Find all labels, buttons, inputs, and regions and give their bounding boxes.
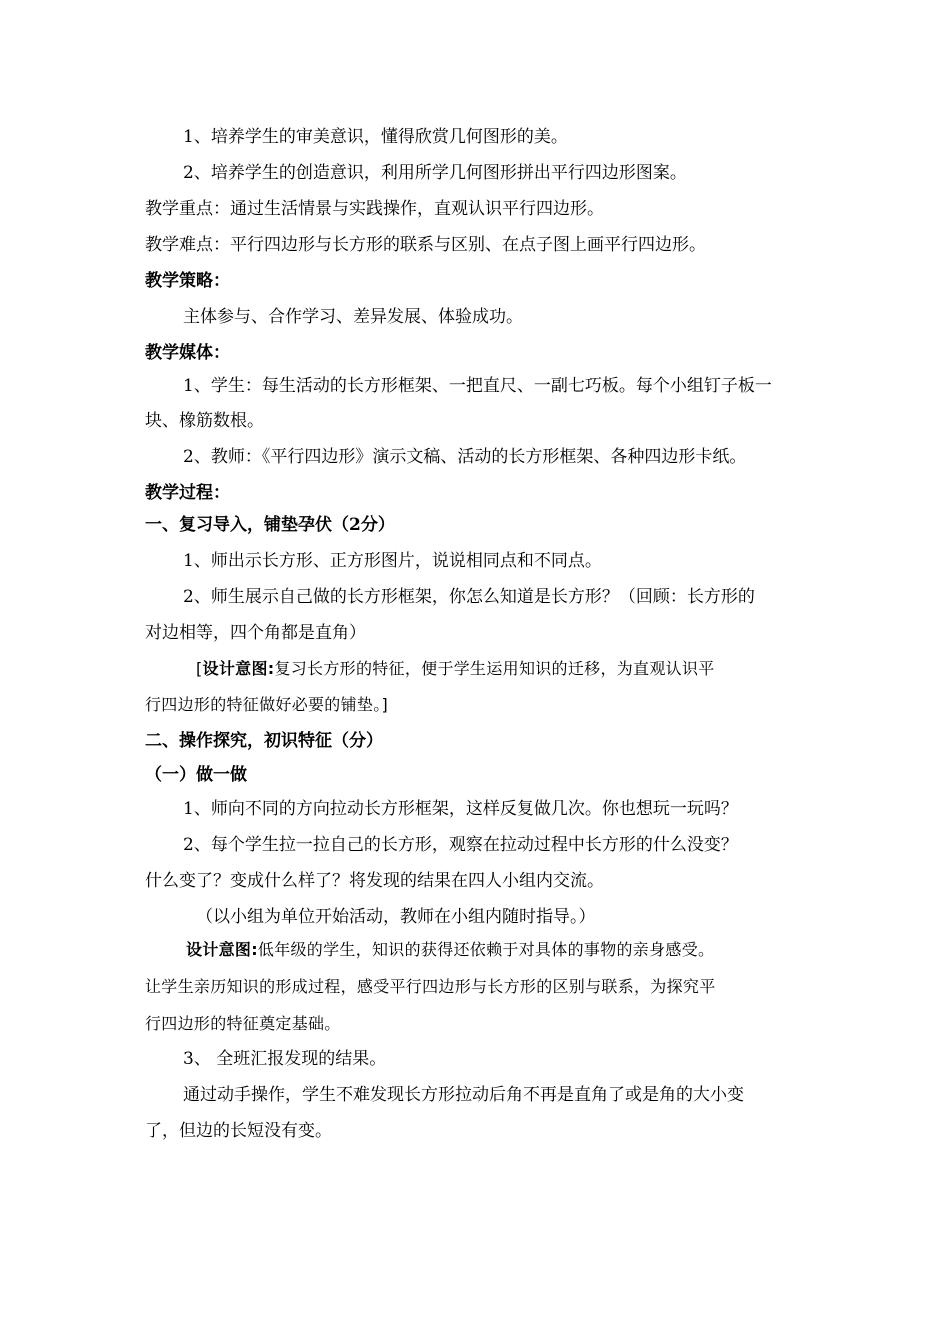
strategy-heading: 教学策略： [145, 271, 230, 291]
activity-note: （以小组为单位开始活动，教师在小组内随时指导。） [196, 907, 596, 927]
subsection-heading: （一）做一做 [145, 765, 247, 785]
objective-creative: 2、培养学生的创造意识，利用所学几何图形拼出平行四边形图案。 [183, 163, 687, 183]
media-students-line1: 1、学生：每生活动的长方形框架、一把直尺、一副七巧板。每个小组钉子板一 [183, 376, 772, 396]
teaching-difficulty: 教学难点：平行四边形与长方形的联系与区别、在点子图上画平行四边形。 [145, 235, 706, 255]
step-2-2-line2: 什么变了？变成什么样了？将发现的结果在四人小组内交流。 [145, 871, 604, 891]
step-2-3: 3、 全班汇报发现的结果。 [183, 1049, 387, 1069]
design-intent-2-line2: 让学生亲历知识的形成过程，感受平行四边形与长方形的区别与联系，为探究平 [145, 977, 716, 996]
observation-line2: 了，但边的长短没有变。 [145, 1121, 332, 1141]
media-heading: 教学媒体： [145, 343, 230, 363]
design-intent-2-line1 [186, 938, 813, 962]
design-intent-label: 设计意图: [186, 940, 258, 959]
observation-line1: 通过动手操作，学生不难发现长方形拉动后角不再是直角了或是角的大小变 [183, 1085, 744, 1105]
step-2-1: 1、师向不同的方向拉动长方形框架，这样反复做几次。你也想玩一玩吗？ [183, 799, 738, 819]
step-1-2-line1: 2、师生展示自己做的长方形框架，你怎么知道是长方形？（回顾：长方形的 [183, 587, 755, 607]
design-intent-label: 设计意图: [202, 659, 275, 678]
section-one-heading: 一、复习导入，铺垫孕伏（2分） [145, 515, 395, 535]
design-intent-1-line1 [196, 657, 813, 681]
teaching-key-point: 教学重点：通过生活情景与实践操作，直观认识平行四边形。 [145, 199, 604, 219]
design-intent-2-line3: 行四边形的特征奠定基础。 [145, 1014, 341, 1033]
design-intent-text: 低年级的学生，知识的获得还依赖于对具体的事物的亲身感受。 [257, 940, 715, 959]
process-heading: 教学过程： [145, 483, 230, 503]
step-2-2-line1: 2、每个学生拉一拉自己的长方形，观察在拉动过程中长方形的什么没变？ [183, 835, 738, 855]
design-intent-1-line2: 行四边形的特征做好必要的铺垫。] [145, 695, 389, 714]
step-1-1: 1、师出示长方形、正方形图片，说说相同点和不同点。 [183, 551, 602, 571]
bracket-open: [ [196, 659, 203, 678]
media-teacher: 2、教师：《平行四边形》演示文稿、活动的长方形框架、各种四边形卡纸。 [183, 447, 747, 467]
objective-aesthetic: 1、培养学生的审美意识，懂得欣赏几何图形的美。 [183, 127, 568, 147]
step-1-2-line2: 对边相等，四个角都是直角） [145, 623, 366, 643]
design-intent-text: 复习长方形的特征，便于学生运用知识的迁移，为直观认识平 [274, 659, 715, 678]
media-students-line2: 块、橡筋数根。 [145, 411, 264, 431]
strategy-text: 主体参与、合作学习、差异发展、体验成功。 [183, 307, 523, 327]
section-two-heading: 二、操作探究，初识特征（分） [145, 731, 383, 751]
